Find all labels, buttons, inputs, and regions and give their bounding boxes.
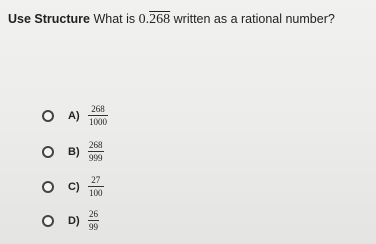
question-text [8, 12, 335, 28]
fraction-bar [88, 220, 99, 221]
radio-button-d[interactable] [42, 215, 54, 227]
fraction-bar [88, 186, 104, 187]
choice-c[interactable] [42, 175, 104, 198]
choice-d[interactable] [42, 209, 99, 232]
question-suffix: written as a rational number? [173, 12, 335, 26]
decimal-repeating: 268 [149, 12, 171, 27]
numerator: 26 [89, 209, 98, 219]
radio-button-b[interactable] [42, 146, 54, 158]
fraction [88, 175, 104, 198]
numerator: 268 [91, 104, 105, 114]
repeating-decimal [139, 12, 171, 27]
fraction-bar [88, 151, 104, 152]
fraction [88, 209, 99, 232]
question-prefix: What is [93, 12, 136, 26]
fraction [88, 140, 104, 163]
choice-b[interactable] [42, 140, 104, 163]
radio-button-c[interactable] [42, 181, 54, 193]
fraction [88, 104, 108, 127]
numerator: 268 [89, 140, 103, 150]
choice-letter: A) [68, 109, 80, 122]
denominator: 999 [89, 153, 103, 163]
fraction-bar [88, 115, 108, 116]
decimal-whole: 0. [138, 12, 150, 27]
radio-button-a[interactable] [42, 110, 54, 122]
choice-a[interactable] [42, 104, 108, 127]
numerator: 27 [91, 175, 101, 185]
denominator: 1000 [89, 117, 107, 127]
choice-letter: D) [68, 214, 80, 227]
choice-letter: B) [68, 145, 80, 158]
denominator: 100 [89, 188, 103, 198]
choice-letter: C) [68, 180, 80, 193]
question-label: Use Structure [8, 12, 90, 26]
denominator: 99 [89, 222, 98, 232]
